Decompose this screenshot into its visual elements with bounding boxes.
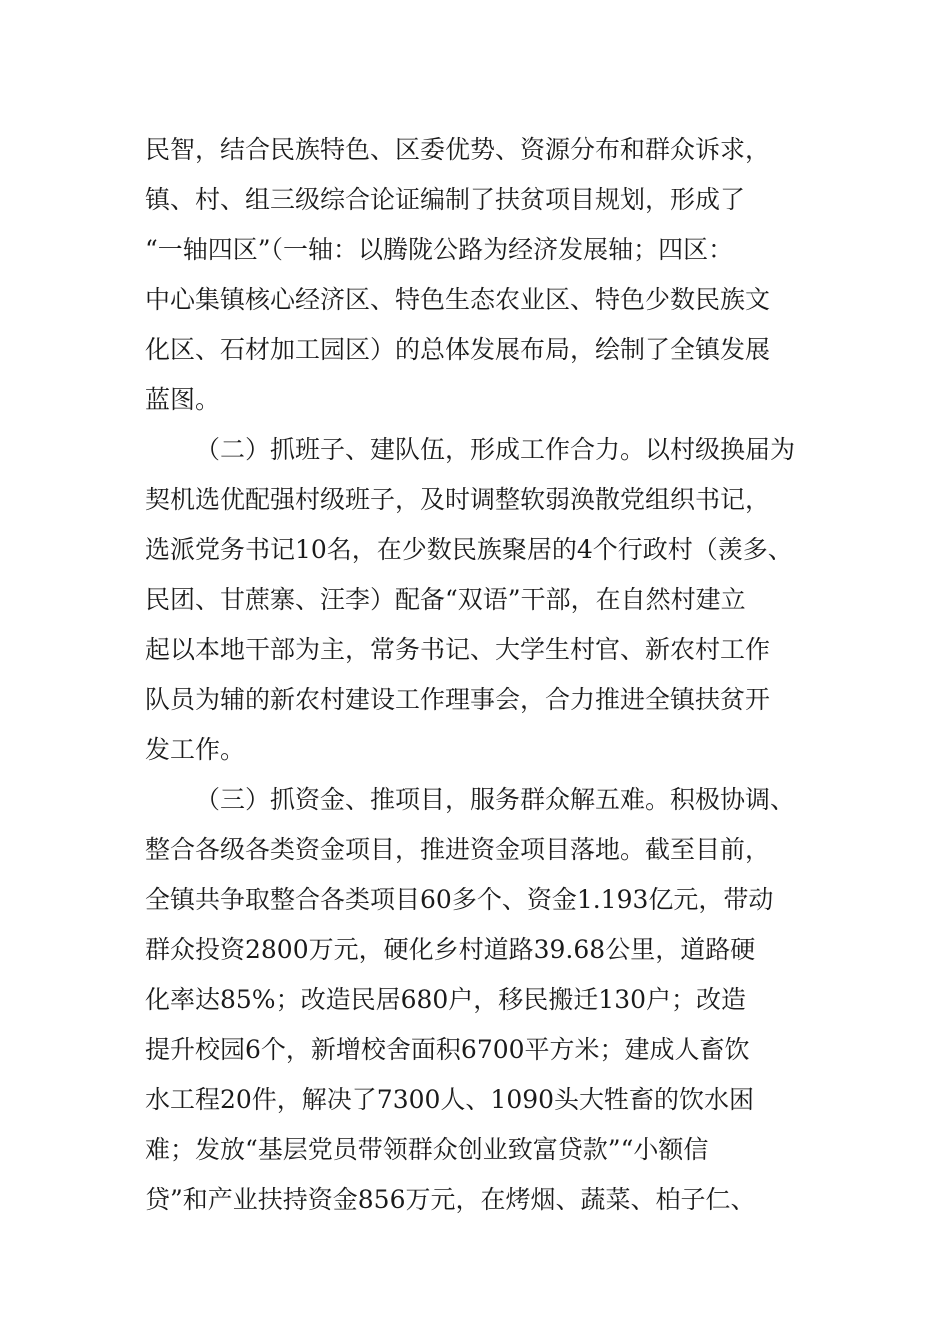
text-line: 选派党务书记10名，在少数民族聚居的4个行政村（羡多、: [145, 535, 793, 564]
text-line: 整合各级各类资金项目，推进资金项目落地。截至目前，: [145, 835, 771, 864]
text-line: 难；发放“基层党员带领群众创业致富贷款”“小额信: [145, 1135, 709, 1164]
body-text: [145, 125, 825, 1225]
text-line: “一轴四区”（一轴：以腾陇公路为经济发展轴；四区：: [145, 235, 734, 264]
text-line: 发工作。: [145, 735, 246, 764]
text-line: 民智，结合民族特色、区委优势、资源分布和群众诉求，: [145, 135, 771, 164]
text-line: 群众投资2800万元，硬化乡村道路39.68公里，道路硬: [145, 935, 756, 964]
text-line: 贷”和产业扶持资金856万元，在烤烟、蔬菜、柏子仁、: [145, 1185, 756, 1214]
text-line: 水工程20件，解决了7300人、1090头大牲畜的饮水困: [145, 1085, 755, 1114]
text-line: 镇、村、组三级综合论证编制了扶贫项目规划，形成了: [145, 185, 746, 214]
text-line: 中心集镇核心经济区、特色生态农业区、特色少数民族文: [145, 285, 771, 314]
text-line: 化区、石材加工园区）的总体发展布局，绘制了全镇发展: [145, 335, 771, 364]
text-line: 蓝图。: [145, 385, 221, 414]
text-line: 民团、甘蔗寨、汪李）配备“双语”干部，在自然村建立: [145, 585, 746, 614]
text-line: 全镇共争取整合各类项目60多个、资金1.193亿元，带动: [145, 885, 774, 914]
text-line: 契机选优配强村级班子，及时调整软弱涣散党组织书记，: [145, 485, 771, 514]
text-line: 队员为辅的新农村建设工作理事会，合力推进全镇扶贫开: [145, 685, 771, 714]
text-line: 提升校园6个，新增校舍面积6700平方米；建成人畜饮: [145, 1035, 750, 1064]
text-line: 起以本地干部为主，常务书记、大学生村官、新农村工作: [145, 635, 771, 664]
paragraph-heading-line: （二）抓班子、建队伍，形成工作合力。以村级换届为: [195, 435, 796, 464]
paragraph-heading-line: （三）抓资金、推项目，服务群众解五难。积极协调、: [195, 785, 796, 814]
text-line: 化率达85%；改造民居680户，移民搬迁130户；改造: [145, 985, 747, 1014]
